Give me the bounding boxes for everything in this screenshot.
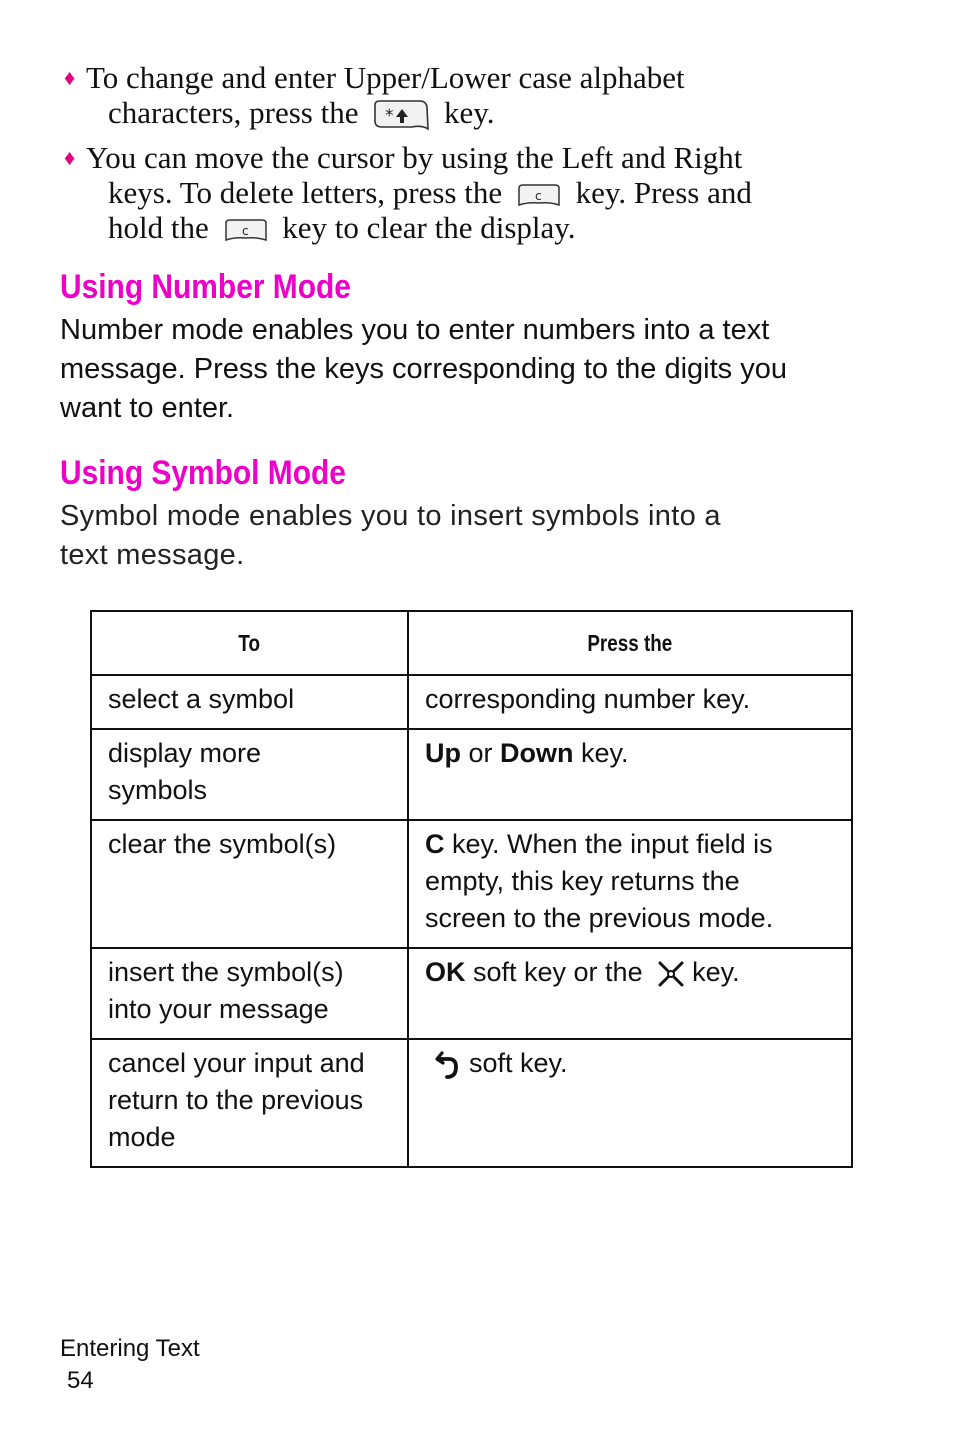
down-key-label: Down [500,738,574,768]
table-cell-press: OK soft key or the key. [408,948,852,1039]
table-row [91,729,852,820]
svg-text:c: c [241,223,249,238]
bullet-item-cursor [64,140,864,245]
c-key-label: C [425,829,445,859]
c-key-icon [516,183,562,209]
table-cell-to: select a symbol [91,675,408,729]
table-cell-press: soft key. [408,1039,852,1167]
page-footer [60,1333,200,1397]
bullet-text: key to clear the display. [282,210,576,245]
bullet-text: keys. To delete letters, press the [108,175,503,210]
star-shift-key-icon [372,99,430,133]
up-key-label: Up [425,738,461,768]
table-row [91,1039,852,1167]
bullet-text: To change and enter Upper/Lower case alphabet [86,60,685,95]
bullet-text: key. Press and [575,175,752,210]
table-row [91,820,852,948]
bullet-text: characters, press the [108,95,359,130]
footer-section-title: Entering Text [60,1335,200,1362]
bullet-text: hold the [108,210,209,245]
number-mode-paragraph: Number mode enables you to enter numbers into a text message. Press the keys corresponding to the digits you want to enter. [60,314,787,424]
table-cell-to: display more symbols [91,729,408,820]
table-cell-press: Up or Down key. [408,729,852,820]
column-header-press: Press the [408,611,852,675]
symbol-mode-table [90,610,853,1168]
table-cell-to: cancel your input and return to the previous mode [91,1039,408,1167]
svg-text:*: * [385,105,394,126]
table-cell-press: corresponding number key. [408,675,852,729]
back-arrow-icon [433,1049,463,1081]
diamond-bullet-icon: ♦ [64,65,76,90]
page-number: 54 [67,1367,94,1394]
table-row [91,675,852,729]
ok-key-label: OK [425,957,466,987]
table-row [91,948,852,1039]
bullet-item-case [64,60,864,133]
table-cell-to: insert the symbol(s) into your message [91,948,408,1039]
bullet-text: You can move the cursor by using the Left and Right [86,140,743,175]
ok-key-icon [656,959,686,989]
bullet-text: key. [443,95,495,130]
table-header-row [91,611,852,675]
heading-symbol-mode: Using Symbol Mode [60,454,346,492]
c-key-icon [223,218,269,244]
diamond-bullet-icon: ♦ [64,145,76,170]
heading-number-mode: Using Number Mode [60,268,351,306]
symbol-mode-paragraph: Symbol mode enables you to insert symbols into a text message. [60,500,721,571]
table-cell-to: clear the symbol(s) [91,820,408,948]
column-header-to: To [91,611,408,675]
svg-text:c: c [534,188,542,203]
table-cell-press: C key. When the input field is empty, this key returns the screen to the previous mode. [408,820,852,948]
